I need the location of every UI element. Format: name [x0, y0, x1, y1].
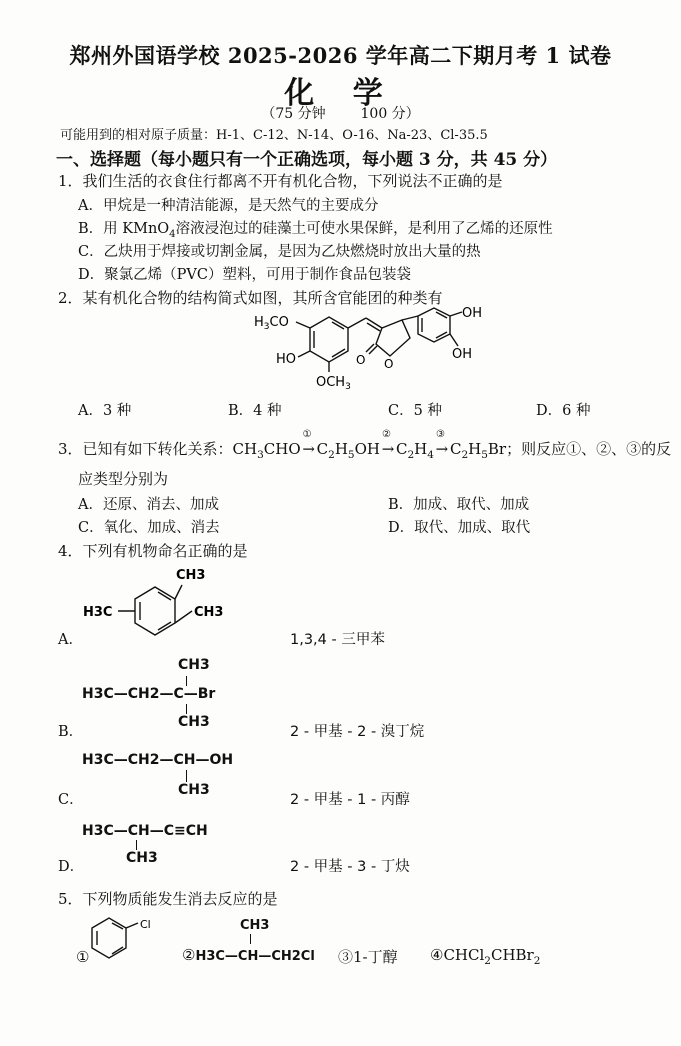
svg-text:CH3: CH3 — [176, 568, 206, 583]
q4-b-ch3-top: CH3 — [178, 657, 210, 673]
q4-b-letter: B． — [58, 724, 84, 740]
q5-option-3: ③1-丁醇 — [338, 948, 398, 966]
q4-b-chain: H3C—CH2—C—Br — [82, 686, 216, 702]
exam-meta — [0, 103, 681, 123]
svg-text:OH: OH — [452, 347, 473, 362]
q2-stem: 2．某有机化合物的结构简式如图，其所含官能团的种类有 — [58, 289, 443, 307]
q3-option-a: A．还原、消去、加成 — [78, 497, 219, 513]
svg-text:CH3: CH3 — [194, 605, 224, 620]
q4-d-bond — [136, 840, 137, 850]
q2-molecule-structure — [240, 306, 500, 396]
exam-title: 郑州外国语学校 2025-2026 学年高二下期月考 1 试卷 — [69, 43, 612, 68]
svg-text:H3CO: $H_3CO$ — [254, 315, 289, 332]
q5-option-1-num: ① — [76, 948, 90, 966]
q5-stem: 5．下列物质能发生消去反应的是 — [58, 890, 278, 908]
q5-option-4: ④CHCl$_2$CHBr$_2$ — [430, 946, 541, 967]
q4-c-chain: H3C—CH2—CH—OH — [82, 752, 234, 768]
q1-option-c: C．乙炔用于焊接或切割金属，是因为乙炔燃烧时放出大量的热 — [78, 244, 481, 260]
section-heading: 一、选择题（每小题只有一个正确选项，每小题 3 分，共 45 分） — [56, 150, 558, 170]
q2-option-a: A．3 种 — [78, 403, 132, 419]
q4-b-bond-top — [186, 676, 187, 686]
q3-stem-cont: 应类型分别为 — [78, 470, 169, 488]
q4-c-letter: C． — [58, 792, 84, 808]
q4-b-ch3-bottom: CH3 — [178, 714, 210, 730]
q4-a-structure — [78, 563, 238, 653]
q4-c-name: 2 - 甲基 - 1 - 丙醇 — [290, 792, 410, 808]
q3-option-b: B．加成、取代、加成 — [388, 497, 530, 513]
q4-d-chain: H3C—CH—C≡CH — [82, 823, 208, 839]
q2-option-b: B．4 种 — [228, 403, 282, 419]
q1-option-a: A．甲烷是一种清洁能源，是天然气的主要成分 — [78, 198, 379, 214]
q4-b-bond-bottom — [186, 704, 187, 714]
svg-text:H3C: H3C — [83, 605, 113, 620]
q4-d-letter: D． — [58, 859, 85, 875]
q4-d-ch3: CH3 — [126, 850, 158, 866]
subject-title: 化 学 — [284, 76, 397, 111]
q5-option-2-bond — [250, 934, 251, 944]
q5-chlorobenzene-structure — [78, 916, 168, 960]
q4-stem: 4．下列有机物命名正确的是 — [58, 542, 248, 560]
q4-c-ch3: CH3 — [178, 782, 210, 798]
svg-text:HO: HO — [276, 352, 297, 367]
q3-stem: 3．已知有如下转化关系：$CH_3CHO$ ① → $C_2H_5OH$ ② → $C_2H_4$ ③ → $C_2H_5Br$；则反应①、②、③的反 — [58, 429, 672, 461]
svg-text:O: O — [384, 357, 394, 371]
q2-option-c: C．5 种 — [388, 403, 442, 419]
svg-text:OH: OH — [462, 306, 483, 321]
svg-text:OCH3: $OCH_3$ — [316, 375, 351, 392]
exam-time: （75 分钟 — [261, 106, 326, 122]
q4-d-name: 2 - 甲基 - 3 - 丁炔 — [290, 859, 410, 875]
q1-stem: 1．我们生活的衣食住行都离不开有机化合物，下列说法不正确的是 — [58, 172, 503, 190]
q4-a-name: 1,3,4 - 三甲苯 — [290, 632, 385, 648]
exam-score: 100 分） — [360, 106, 420, 122]
q4-b-name: 2 - 甲基 - 2 - 溴丁烷 — [290, 724, 425, 740]
q3-option-c: C．氧化、加成、消去 — [78, 520, 220, 536]
q2-option-d: D．6 种 — [536, 403, 591, 419]
q1-option-d: D．聚氯乙烯（PVC）塑料，可用于制作食品包装袋 — [78, 267, 411, 283]
q4-c-bond — [186, 770, 187, 782]
q5-option-2: ②H3C—CH—CH2Cl — [182, 946, 315, 964]
q5-option-2-ch3: CH3 — [240, 918, 270, 933]
q3-option-d: D．取代、加成、取代 — [388, 520, 531, 536]
atomic-masses: 可能用到的相对原子质量：H-1、C-12、N-14、O-16、Na-23、Cl-35.5 — [60, 128, 488, 143]
svg-text:O: O — [356, 353, 366, 367]
q4-a-letter: A． — [58, 632, 83, 648]
svg-text:Cl: Cl — [140, 918, 151, 931]
q1-option-b: B．用 KMnO$_4$溶液浸泡过的硅藻土可使水果保鲜，是利用了乙烯的还原性 — [78, 221, 553, 240]
